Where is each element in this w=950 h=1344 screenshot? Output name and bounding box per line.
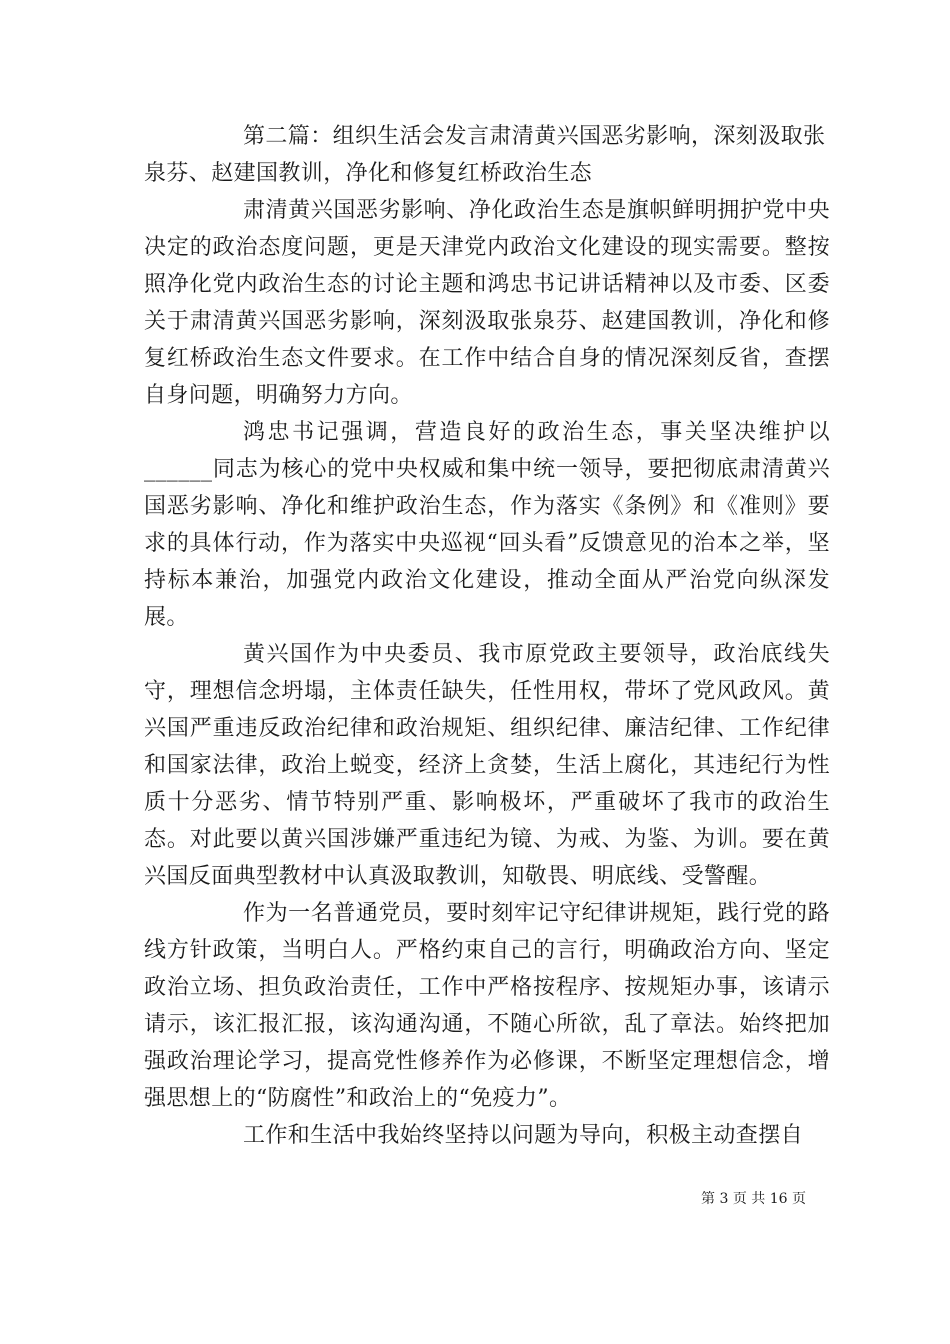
paragraph: 作为一名普通党员，要时刻牢记守纪律讲规矩，践行党的路线方针政策，当明白人。严格约束自己的言行，明确政治方向、坚定政治立场、担负政治责任，工作中严格按程序、按规矩办事，该请示请示，该汇报汇报，该沟通沟通，不随心所欲，乱了章法。始终把加强政治理论学习，提高党性修养作为必修课，不断坚定理想信念，增强思想上的“防腐性”和政治上的“免疫力”。 bbox=[144, 901, 830, 1111]
paragraph: 工作和生活中我始终坚持以问题为导向，积极主动查摆自 bbox=[243, 1123, 804, 1148]
page-number-footer: 第 3 页 共 16 页 bbox=[701, 1191, 806, 1207]
document-body bbox=[144, 118, 830, 1154]
paragraph: 鸿忠书记强调，营造良好的政治生态，事关坚决维护以______同志为核心的党中央权威和集中统一领导，要把彻底肃清黄兴国恶劣影响、净化和维护政治生态，作为落实《条例》和《准则》要求的具体行动，作为落实中央巡视“回头看”反馈意见的治本之举，坚持标本兼治，加强党内政治文化建设，推动全面从严治党向纵深发展。 bbox=[144, 420, 830, 630]
paragraph: 黄兴国作为中央委员、我市原党政主要领导，政治底线失守，理想信念坍塌，主体责任缺失，任性用权，带坏了党风政风。黄兴国严重违反政治纪律和政治规矩、组织纪律、廉洁纪律、工作纪律和国家法律，政治上蜕变，经济上贪婪，生活上腐化，其违纪行为性质十分恶劣、情节特别严重、影响极坏，严重破坏了我市的政治生态。对此要以黄兴国涉嫌严重违纪为镜、为戒、为鉴、为训。要在黄兴国反面典型教材中认真汲取教训，知敬畏、明底线、受警醒。 bbox=[144, 642, 830, 889]
document-title: 第二篇：组织生活会发言肃清黄兴国恶劣影响，深刻汲取张泉芬、赵建国教训，净化和修复红桥政治生态 bbox=[144, 124, 826, 186]
paragraph: 肃清黄兴国恶劣影响、净化政治生态是旗帜鲜明拥护党中央决定的政治态度问题，更是天津党内政治文化建设的现实需要。整按照净化党内政治生态的讨论主题和鸿忠书记讲话精神以及市委、区委关于肃清黄兴国恶劣影响，深刻汲取张泉芬、赵建国教训，净化和修复红桥政治生态文件要求。在工作中结合自身的情况深刻反省，查摆自身问题，明确努力方向。 bbox=[144, 198, 830, 408]
